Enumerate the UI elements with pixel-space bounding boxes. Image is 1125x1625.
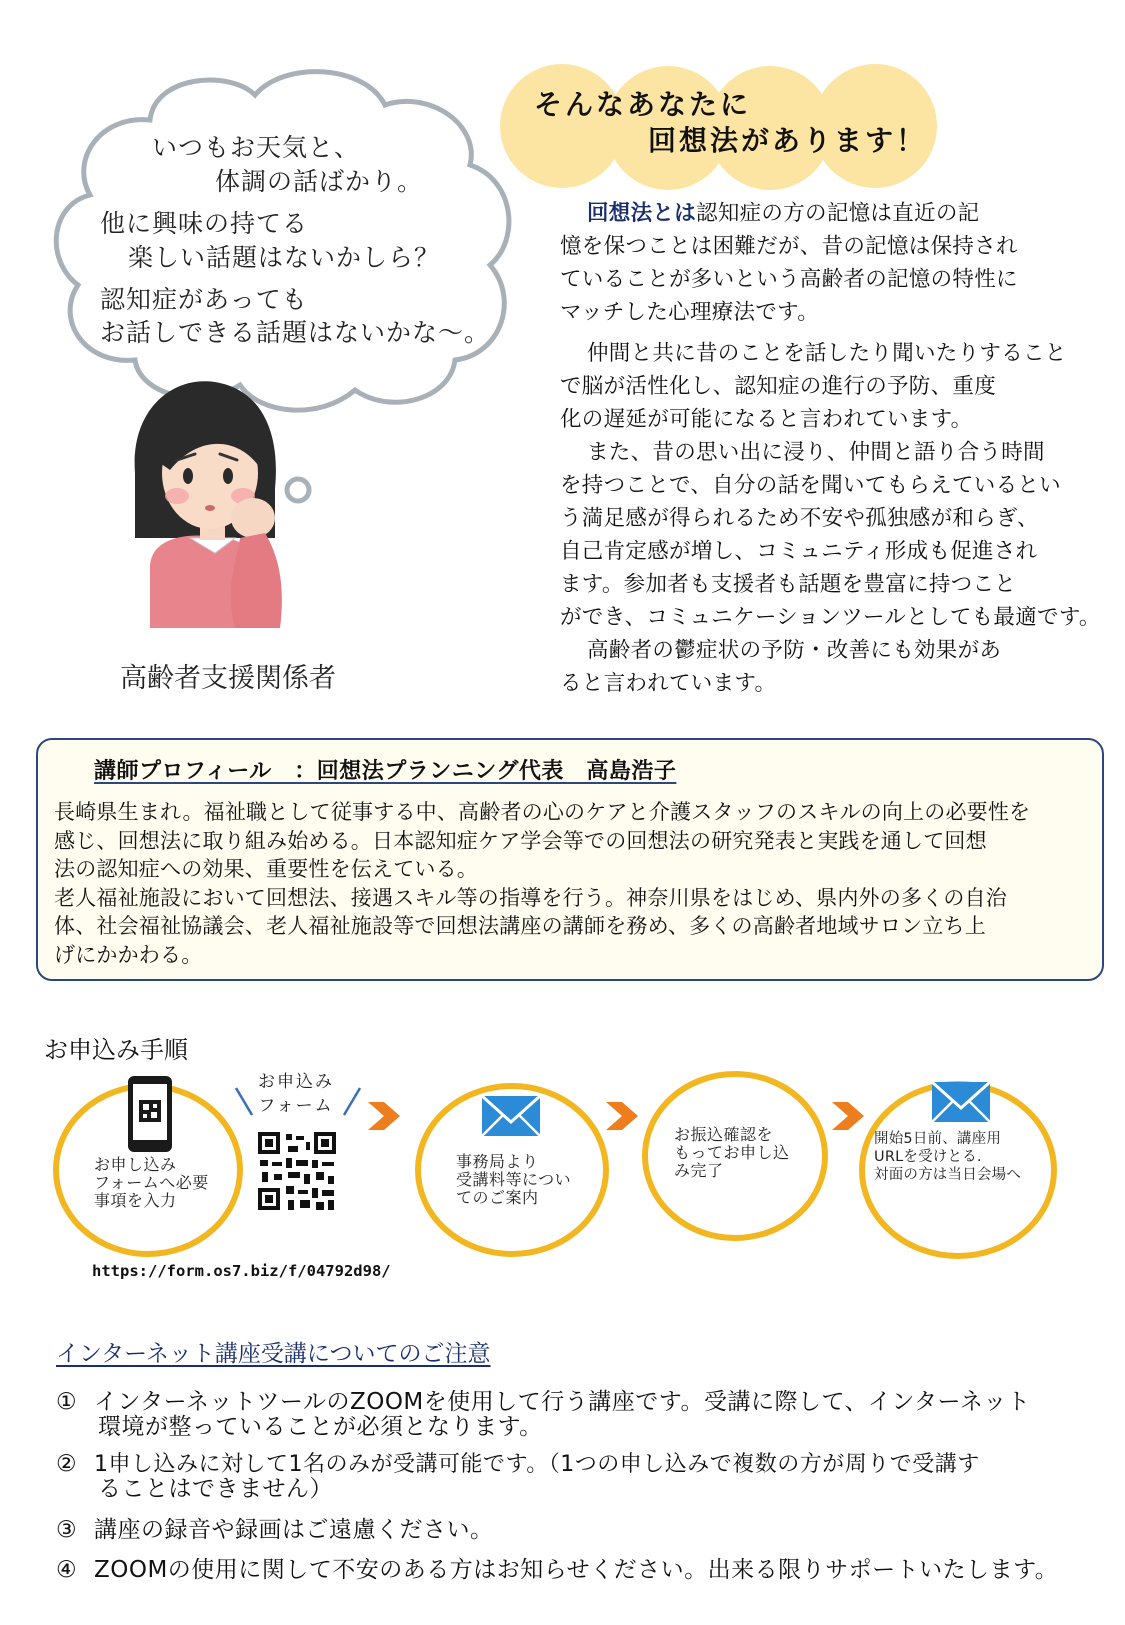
step-1-text	[94, 1156, 209, 1210]
profile-line-5: 体、社会福祉協議会、老人福祉施設等で回想法講座の講師を務め、多くの高齢者地域サロン立ち上	[54, 914, 986, 938]
about-line-11: 自己肯定感が増し、コミュニティ形成も促進され	[560, 539, 1038, 564]
step-1-text-line-3: 事項を入力	[94, 1191, 177, 1210]
note-4-line-1: ZOOMの使用に関して不安のある方はお知らせください。出来る限りサポートいたします。	[94, 1557, 1059, 1583]
step-3-text-line-1: お振込確認を	[674, 1125, 774, 1144]
about-line-6: で脳が活性化し、認知症の進行の予防、重度	[560, 374, 997, 399]
profile-title: 講師プロフィール ：回想法プランニング代表 高島浩子	[94, 759, 677, 784]
note-2-line-2: ることはできません）	[98, 1476, 333, 1502]
note-2-number: ②	[56, 1451, 78, 1477]
step-2-text-line-3: てのご案内	[456, 1188, 539, 1207]
note-1	[56, 1390, 1030, 1440]
eye-left	[183, 468, 193, 484]
about-line-5: 仲間と共に昔のことを話したり聞いたりすること	[587, 341, 1067, 366]
about-line-14: 高齢者の鬱症状の予防・改善にも効果があ	[587, 638, 1002, 663]
heading-line-1: そんなあなたに	[534, 88, 752, 121]
note-1-line-2: 環境が整っていることが必須となります。	[98, 1414, 543, 1440]
step-3-text-line-2: もってお申し込	[674, 1143, 790, 1162]
about-line-13: ができ、コミュニケーションツールとしても最適です。	[560, 605, 1101, 630]
profile-line-2: 感じ、回想法に取り組み始める。日本認知症ケア学会等での回想法の研究発表と実践を通して回想	[54, 828, 987, 853]
profile-line-6: げにかかわる。	[54, 942, 203, 967]
note-3-number: ③	[56, 1517, 78, 1543]
form-label-line-1: お申込み	[258, 1072, 334, 1092]
about-line-4: マッチした心理療法です。	[560, 300, 820, 325]
about-line-1	[587, 198, 979, 231]
form-label	[258, 1070, 334, 1118]
note-2	[56, 1452, 980, 1502]
profile-text	[54, 798, 1030, 969]
arrow-chevron-1	[368, 1102, 400, 1130]
note-1-number: ①	[56, 1389, 78, 1415]
bubble-line-4: 楽しい話題はないかしら？	[128, 243, 441, 272]
bubble-line-3: 他に興味の持てる	[100, 209, 309, 238]
note-3-line-1: 講座の録音や録画はご遠慮ください。	[94, 1517, 494, 1543]
about-lead: 回想法とは	[587, 201, 697, 226]
note-4	[56, 1558, 1058, 1583]
bubble-line-2: 体調の話ばかり。	[215, 167, 424, 196]
step-2-text-line-2: 受講料等につい	[456, 1170, 572, 1189]
step-4-text-line-3: 対面の方は当日会場へ	[874, 1167, 1021, 1183]
arrow-chevron-2	[606, 1102, 638, 1130]
arm	[231, 533, 282, 628]
step-1-text-line-1: お申し込み	[94, 1155, 177, 1174]
notes-title: インターネット講座受講についてのご注意	[56, 1341, 491, 1367]
steps-heading: お申込み手順	[44, 1036, 188, 1064]
about-line-8: また、昔の思い出に浸り、仲間と語り合う時間	[587, 440, 1045, 465]
eye-right	[223, 468, 233, 484]
worried-woman-illustration	[115, 378, 295, 628]
profile-line-4: 老人福祉施設において回想法、接遇スキル等の指導を行う。神奈川県をはじめ、県内外の多くの自治	[54, 885, 1007, 910]
form-label-slash-right	[344, 1088, 360, 1115]
step-2-text-line-1: 事務局より	[456, 1152, 539, 1171]
step-4-text-line-1: 開始5日前、講座用	[874, 1131, 1002, 1147]
mouth	[205, 505, 215, 511]
about-line-12: ます。参加者も支援者も話題を豊富に持つこと	[560, 572, 1017, 597]
note-3	[56, 1518, 494, 1543]
step-4-text	[874, 1130, 1021, 1184]
arrow-chevron-3	[832, 1102, 864, 1130]
step-2-text	[456, 1153, 571, 1207]
envelope-icon-step-4	[932, 1082, 990, 1122]
about-line-10: う満足感が得られるため不安や孤独感が和らぎ、	[560, 506, 1039, 531]
note-1-line-1: インターネットツールのZOOMを使用して行う講座です。受講に際して、インターネット	[94, 1389, 1031, 1415]
about-line-3: ていることが多いという高齢者の記憶の特性に	[560, 267, 1018, 292]
profile-line-1: 長崎県生まれ。福祉職として従事する中、高齢者の心のケアと介護スタッフのスキルの向上の必要性を	[54, 800, 1031, 824]
step-1-text-line-2: フォームへ必要	[94, 1173, 209, 1192]
note-2-line-1: 1申し込みに対して1名のみが受講可能です。（1つの申し込みで複数の方が周りで受講す	[94, 1452, 980, 1477]
heading-line-2: 回想法があります！	[648, 124, 928, 157]
step-4-text-line-2: URLを受けとる.	[874, 1149, 982, 1165]
form-label-line-2: フォーム	[258, 1096, 334, 1116]
step-3-text	[674, 1126, 790, 1180]
about-line-9: を持つことで、自分の話を聞いてもらえているとい	[560, 473, 1061, 498]
bubble-line-5: 認知症があっても	[100, 285, 308, 314]
step-3-text-line-3: み完了	[674, 1161, 724, 1180]
form-url-link[interactable]: https://form.os7.biz/f/04792d98/	[92, 1262, 391, 1280]
bubble-line-1: いつもお天気と、	[152, 133, 361, 162]
envelope-icon-step-2	[482, 1096, 540, 1136]
about-line-7: 化の遅延が可能になると言われています。	[560, 407, 973, 432]
profile-line-3: 法の認知症への効果、重要性を伝えている。	[54, 857, 478, 881]
instructor-profile-box	[36, 738, 1104, 981]
person-caption: 高齢者支援関係者	[120, 663, 336, 694]
hand	[231, 498, 275, 538]
bubble-line-6: お話しできる話題はないかな〜。	[100, 318, 491, 347]
qr-code-icon	[256, 1130, 338, 1212]
note-4-number: ④	[56, 1557, 78, 1583]
about-line-1-text: 認知症の方の記憶は直近の記	[696, 201, 980, 226]
about-line-15: ると言われています。	[560, 671, 777, 696]
form-label-slash-left	[236, 1088, 252, 1115]
smartphone-qr-icon	[128, 1076, 172, 1152]
about-line-2: 憶を保つことは困難だが、昔の記憶は保持され	[560, 234, 1018, 259]
cheek-left	[165, 488, 189, 504]
